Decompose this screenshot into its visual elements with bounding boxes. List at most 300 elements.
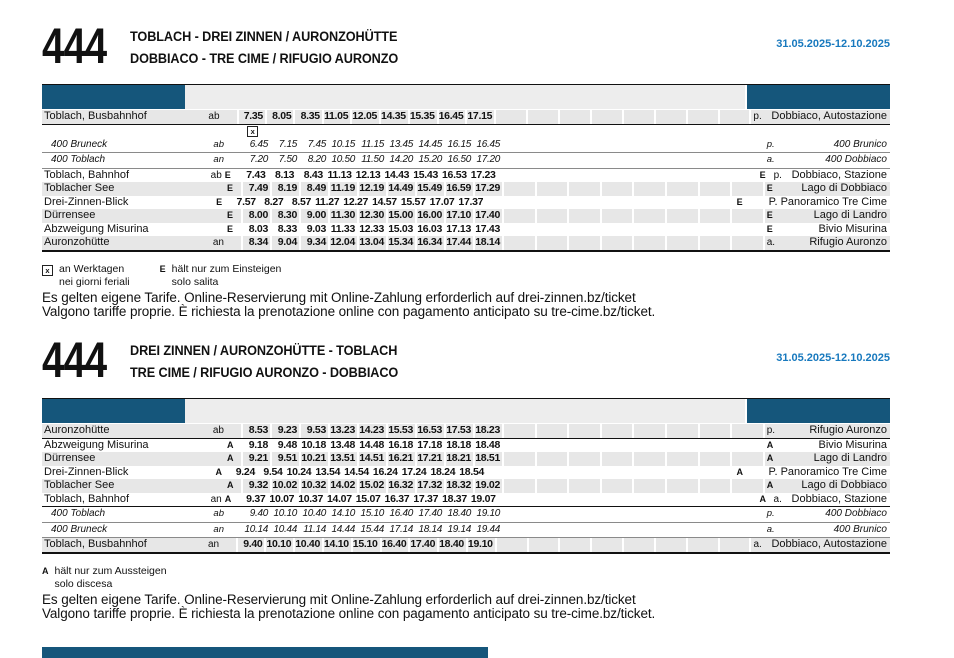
time-cell: 19.14	[447, 523, 471, 535]
time-cell	[421, 125, 448, 138]
row-left-block	[42, 479, 241, 493]
empty-cell	[667, 153, 698, 168]
time-cell: 15.34	[388, 236, 413, 248]
time-cell: 10.18	[301, 438, 326, 451]
time-cell: 17.18	[417, 438, 442, 451]
time-cell: 17.10	[446, 209, 471, 221]
row-right-block	[765, 523, 890, 538]
empty-cell	[602, 452, 633, 466]
time-cell: 18.40	[447, 508, 471, 519]
empty-cell	[518, 196, 547, 210]
row-left-block	[42, 452, 241, 466]
empty-cell	[732, 138, 763, 153]
row-right-block	[765, 236, 890, 250]
empty-cell	[673, 196, 702, 210]
station-name: Drei-Zinnen-Blick	[44, 465, 129, 478]
empty-cell	[732, 182, 763, 196]
time-cell: 15.53	[388, 424, 413, 436]
stop-marker: A	[759, 493, 767, 504]
stop-marker: E	[766, 210, 773, 220]
stop-marker	[224, 153, 241, 168]
time-cell: 18.37	[442, 492, 467, 505]
empty-cell	[725, 493, 755, 507]
empty-cell	[732, 479, 763, 493]
station-row	[42, 452, 890, 466]
note-text-de: hält nur zum Einsteigen	[171, 262, 282, 275]
time-cell: 15.10	[352, 538, 378, 550]
time-cell: 14.48	[359, 438, 384, 451]
time-cell: 17.37	[458, 195, 484, 208]
time-cell: 9.03	[306, 222, 326, 235]
time-cell: 10.07	[269, 492, 295, 505]
empty-cell	[700, 236, 731, 250]
empty-cell	[602, 182, 633, 196]
time-cell: 9.40	[238, 538, 264, 552]
time-cell: 11.19	[330, 182, 355, 194]
station-name: Abzweigung Misurina	[44, 222, 149, 235]
time-cell: 7.35	[239, 110, 265, 124]
row-left-block	[42, 466, 229, 480]
row-left-block	[42, 209, 241, 223]
station-name-italian: 400 Dobbiaco	[825, 508, 887, 519]
time-cell: 10.02	[272, 479, 297, 491]
time-cell: 11.13	[327, 168, 352, 181]
departure-arrival-label: a.	[753, 539, 762, 550]
route-number: 444	[42, 18, 107, 74]
station-name-italian: Dobbiaco, Autostazione	[771, 110, 888, 122]
empty-cell	[529, 538, 559, 552]
time-cell: 15.43	[413, 168, 438, 181]
time-cell: 16.59	[446, 182, 471, 194]
row-right-block	[765, 153, 890, 168]
stop-marker: E	[227, 183, 234, 193]
time-cell: 18.51	[475, 452, 500, 464]
empty-cell	[500, 169, 530, 183]
empty-cell	[569, 153, 600, 168]
departure-arrival-label: p.	[766, 425, 776, 436]
time-cell: 17.43	[475, 222, 500, 235]
empty-cell	[720, 110, 750, 124]
time-cell: 16.24	[372, 465, 398, 478]
time-cell: 9.32	[243, 479, 270, 493]
time-cell: 8.20	[307, 154, 326, 165]
time-cell: 16.53	[417, 424, 442, 436]
departure-arrival-label: a.	[766, 154, 775, 165]
empty-cell	[667, 236, 698, 250]
time-cell: 14.10	[324, 538, 349, 550]
stop-marker: E	[759, 169, 766, 180]
row-left-block	[42, 424, 241, 438]
row-right-block	[735, 466, 890, 480]
station-name: Toblach, Bahnhof	[44, 492, 130, 505]
time-cell: 14.45	[418, 138, 442, 150]
empty-cell	[667, 439, 698, 453]
empty-cell	[508, 125, 539, 138]
station-name: Toblach, Busbahnhof	[44, 538, 147, 550]
stop-marker: E	[736, 196, 743, 207]
stop-marker: E	[216, 196, 223, 207]
time-cell: 8.57	[291, 195, 312, 208]
empty-cell	[732, 424, 763, 438]
row-left-block	[42, 439, 241, 453]
stop-marker: A	[766, 453, 774, 463]
time-cell: 13.04	[359, 236, 384, 248]
empty-cell	[700, 153, 731, 168]
departure-arrival-label	[200, 125, 224, 138]
empty-cell	[569, 439, 600, 453]
station-name: 400 Toblach	[51, 154, 106, 165]
empty-cell	[564, 169, 594, 183]
station-name-italian: Bivio Misurina	[818, 222, 887, 235]
row-left-block	[42, 169, 239, 183]
empty-cell	[732, 452, 763, 466]
empty-cell	[573, 125, 604, 138]
station-name-italian: Bivio Misurina	[818, 438, 887, 451]
row-right-block	[758, 169, 890, 183]
empty-cell	[602, 223, 633, 237]
departure-arrival-label: p.	[766, 138, 775, 150]
time-cell: 15.02	[359, 479, 384, 491]
stop-marker: A	[215, 466, 222, 477]
row-right-block	[765, 209, 890, 223]
time-cell: 18.32	[446, 479, 471, 491]
departure-arrival-label: ab	[210, 169, 222, 181]
time-cell: 7.57	[236, 195, 256, 208]
empty-cell	[671, 125, 702, 138]
empty-cell	[602, 153, 633, 168]
empty-cell	[537, 424, 568, 438]
departure-arrival-label: p.	[773, 169, 782, 181]
empty-cell	[569, 507, 600, 522]
time-cell: 12.13	[355, 168, 381, 181]
band-middle	[185, 85, 745, 109]
validity-dates: 31.05.2025-12.10.2025	[776, 38, 890, 50]
station-name	[42, 125, 200, 138]
time-cell: 16.37	[384, 492, 410, 505]
station-name: Auronzohütte	[44, 236, 110, 248]
time-cell: 8.05	[267, 110, 293, 124]
time-cell: 10.40	[295, 538, 321, 550]
empty-cell	[569, 138, 600, 153]
time-cell: 17.13	[446, 222, 471, 235]
empty-cell	[569, 236, 600, 250]
empty-cell	[569, 452, 600, 466]
station-row	[42, 196, 890, 210]
empty-cell	[638, 125, 669, 138]
empty-cell	[624, 538, 654, 552]
connection-row	[42, 153, 890, 169]
station-name-italian	[789, 125, 890, 138]
empty-cell	[667, 223, 698, 237]
empty-cell	[732, 523, 763, 538]
time-cell: 10.10	[266, 538, 292, 550]
row-right-block	[765, 138, 890, 153]
departure-arrival-label	[200, 209, 224, 223]
station-name-italian: Dobbiaco, Autostazione	[771, 538, 888, 550]
empty-cell	[537, 439, 568, 453]
note-text-de: hält nur zum Aussteigen	[54, 564, 167, 577]
row-left-block	[42, 538, 236, 552]
departure-arrival-label: an	[212, 237, 224, 248]
empty-cell	[602, 209, 633, 223]
empty-cell	[736, 125, 767, 138]
station-name: Toblacher See	[44, 479, 115, 491]
row-right-block	[765, 479, 890, 493]
row-right-block	[765, 507, 890, 522]
table-header-band	[42, 398, 890, 423]
validity-dates: 31.05.2025-12.10.2025	[776, 352, 890, 364]
empty-cell	[667, 523, 698, 538]
departure-arrival-label	[189, 196, 213, 210]
departure-arrival-label	[779, 479, 799, 493]
empty-cell	[732, 507, 763, 522]
empty-cell	[537, 236, 568, 250]
time-cell: 11.30	[330, 209, 355, 221]
empty-cell	[569, 182, 600, 196]
row-left-block	[42, 110, 237, 124]
empty-cell	[667, 507, 698, 522]
time-cell: 8.33	[277, 222, 297, 235]
connection-row	[42, 138, 890, 154]
empty-cell	[504, 424, 535, 438]
time-cell: 18.23	[475, 424, 500, 436]
empty-cell	[673, 466, 702, 480]
row-right-block	[765, 223, 890, 237]
row-left-block	[42, 138, 241, 153]
time-cell: 15.20	[418, 154, 442, 165]
time-cell: 11.14	[303, 523, 326, 535]
time-cell: 8.35	[295, 110, 321, 124]
time-cell: 14.23	[359, 424, 384, 436]
empty-cell	[537, 153, 568, 168]
time-cell: 12.30	[359, 209, 384, 221]
empty-cell	[700, 424, 731, 438]
time-cell: 8.34	[243, 236, 270, 250]
departure-arrival-label	[188, 466, 212, 480]
note-symbol: A	[42, 565, 49, 576]
station-name-italian: Lago di Landro	[813, 452, 887, 464]
station-name: Toblacher See	[44, 182, 115, 194]
time-cell: 16.21	[388, 452, 413, 464]
note-text-it: nei giorni feriali	[59, 275, 130, 288]
time-cell: 18.18	[446, 438, 471, 451]
time-cell: 14.02	[330, 479, 355, 491]
time-cell: 8.53	[243, 424, 270, 438]
row-right-block	[765, 439, 890, 453]
time-cell: 10.24	[286, 465, 312, 478]
note-text-it: solo discesa	[54, 577, 113, 590]
time-cell: 19.02	[475, 479, 500, 491]
departure-arrival-label	[200, 182, 224, 196]
time-cell: 18.48	[475, 438, 500, 451]
note-symbol: x	[42, 265, 53, 276]
time-cell: 8.19	[272, 182, 299, 196]
station-name: Dürrensee	[44, 209, 96, 221]
time-cell: 9.37	[246, 492, 266, 505]
time-cell: 7.15	[278, 138, 297, 150]
empty-cell	[634, 153, 665, 168]
station-name-italian: Lago di Dobbiaco	[801, 182, 887, 194]
empty-cell	[732, 223, 763, 237]
station-row	[42, 424, 890, 439]
empty-cell	[537, 507, 568, 522]
time-cell: 12.33	[359, 222, 384, 235]
time-cell: 15.57	[400, 195, 426, 208]
empty-cell	[667, 479, 698, 493]
empty-cell	[532, 493, 562, 507]
time-cell	[334, 125, 361, 138]
time-cell: 15.03	[388, 222, 413, 235]
empty-cell	[602, 236, 633, 250]
timetable-section-return	[42, 332, 890, 621]
empty-cell	[537, 452, 568, 466]
empty-cell	[700, 138, 731, 153]
stop-marker	[224, 125, 241, 138]
time-cell: 9.24	[235, 465, 256, 478]
empty-cell	[732, 153, 763, 168]
stop-marker: A	[224, 493, 232, 504]
time-cell: 11.15	[361, 138, 384, 150]
station-name-italian: Dobbiaco, Stazione	[791, 168, 887, 181]
empty-cell	[519, 466, 548, 480]
departure-arrival-label: an	[207, 539, 220, 550]
stop-marker	[224, 236, 241, 250]
empty-cell	[688, 110, 718, 124]
time-cell: 19.07	[470, 492, 496, 505]
empty-cell	[634, 452, 665, 466]
empty-cell	[667, 138, 698, 153]
route-number: 444	[42, 332, 107, 388]
time-cell: 11.27	[315, 195, 340, 208]
empty-cell	[700, 209, 731, 223]
time-cell: 15.07	[355, 492, 381, 505]
page-content	[42, 0, 890, 620]
stop-marker: A	[227, 453, 234, 463]
time-cell: 8.49	[301, 182, 328, 196]
departure-arrival-label: ab	[213, 138, 224, 150]
empty-cell	[528, 110, 558, 124]
tariff-note-de: Es gelten eigene Tarife. Online-Reservierung mit Online-Zahlung erforderlich auf drei-zinnen.bz/ticket	[42, 289, 636, 305]
time-cell: 17.29	[475, 182, 500, 194]
time-cell: 9.48	[277, 438, 297, 451]
empty-cell	[488, 466, 517, 480]
time-cell: 9.54	[263, 465, 283, 478]
empty-cell	[656, 538, 686, 552]
row-left-block	[42, 182, 241, 196]
band-right-block	[747, 85, 890, 109]
empty-cell	[487, 196, 516, 210]
empty-cell	[504, 182, 535, 196]
departure-arrival-label: a.	[766, 237, 776, 248]
empty-cell	[634, 507, 665, 522]
empty-cell	[667, 209, 698, 223]
empty-cell	[500, 493, 530, 507]
stop-marker	[220, 110, 237, 124]
time-cell: 16.40	[381, 538, 407, 550]
time-cell: 16.18	[388, 438, 413, 451]
time-cell: 16.45	[476, 138, 500, 150]
departure-arrival-label	[769, 125, 789, 138]
time-cell: 11.50	[361, 154, 384, 165]
station-name-italian: 400 Brunico	[833, 523, 887, 535]
empty-cell	[732, 439, 763, 453]
departure-arrival-label	[200, 479, 224, 493]
station-name-italian: Dobbiaco, Stazione	[791, 492, 887, 505]
time-cell: 17.40	[418, 508, 442, 519]
time-cell: 7.50	[278, 154, 297, 165]
station-row	[42, 538, 890, 554]
row-left-block	[42, 153, 241, 168]
station-row	[42, 209, 890, 223]
time-cell: 6.45	[249, 138, 268, 150]
empty-cell	[560, 110, 590, 124]
tariff-note-de: Es gelten eigene Tarife. Online-Reservierung mit Online-Zahlung erforderlich auf drei-zinnen.bz/ticket	[42, 591, 636, 607]
time-cell: 17.40	[475, 209, 500, 221]
time-cell: 17.44	[446, 236, 471, 248]
time-cell: 10.37	[298, 492, 323, 505]
time-cell: 18.21	[446, 452, 471, 464]
empty-cell	[661, 493, 691, 507]
departure-arrival-label: a.	[766, 523, 775, 535]
empty-cell	[504, 479, 535, 493]
time-cell: 14.10	[331, 508, 355, 519]
time-cell: 9.18	[248, 438, 268, 451]
note-text-de: an Werktagen	[59, 262, 125, 275]
band-right-block	[747, 399, 890, 423]
route-title-it: DOBBIACO - TRE CIME / RIFUGIO AURONZO	[130, 51, 399, 66]
footnote	[42, 565, 167, 591]
empty-cell	[550, 466, 579, 480]
time-cell: 18.14	[475, 236, 500, 248]
empty-cell	[564, 493, 594, 507]
time-cell: 10.21	[301, 452, 326, 464]
station-row	[42, 169, 890, 183]
departure-arrival-label	[779, 452, 799, 466]
time-cell: 15.10	[360, 508, 384, 519]
station-row	[42, 236, 890, 252]
time-cell: 9.51	[272, 452, 299, 466]
empty-cell	[624, 110, 654, 124]
row-right-block	[765, 182, 890, 196]
next-table-band-cutoff	[42, 647, 488, 658]
time-cell: 15.44	[360, 523, 384, 535]
empty-cell	[569, 424, 600, 438]
row-right-block	[769, 125, 890, 138]
empty-cell	[537, 223, 568, 237]
row-right-block	[751, 538, 890, 552]
empty-cell	[720, 538, 750, 552]
time-cell: 8.00	[243, 209, 270, 223]
row-left-block	[42, 507, 241, 522]
empty-cell	[497, 538, 527, 552]
station-name: Dürrensee	[44, 452, 96, 464]
time-cell	[305, 125, 332, 138]
time-cell: 19.44	[476, 523, 500, 535]
empty-cell	[661, 169, 691, 183]
time-cell: 9.00	[301, 209, 328, 223]
time-cell: 17.07	[429, 195, 455, 208]
empty-cell	[504, 209, 535, 223]
empty-cell	[602, 479, 633, 493]
time-cell: 12.27	[343, 195, 369, 208]
timetable-rows	[42, 424, 890, 554]
empty-cell	[537, 523, 568, 538]
time-cell: 8.43	[303, 168, 323, 181]
row-left-block	[42, 493, 239, 507]
row-left-block	[42, 523, 241, 538]
empty-cell	[700, 452, 731, 466]
time-cell: 13.23	[330, 424, 355, 436]
